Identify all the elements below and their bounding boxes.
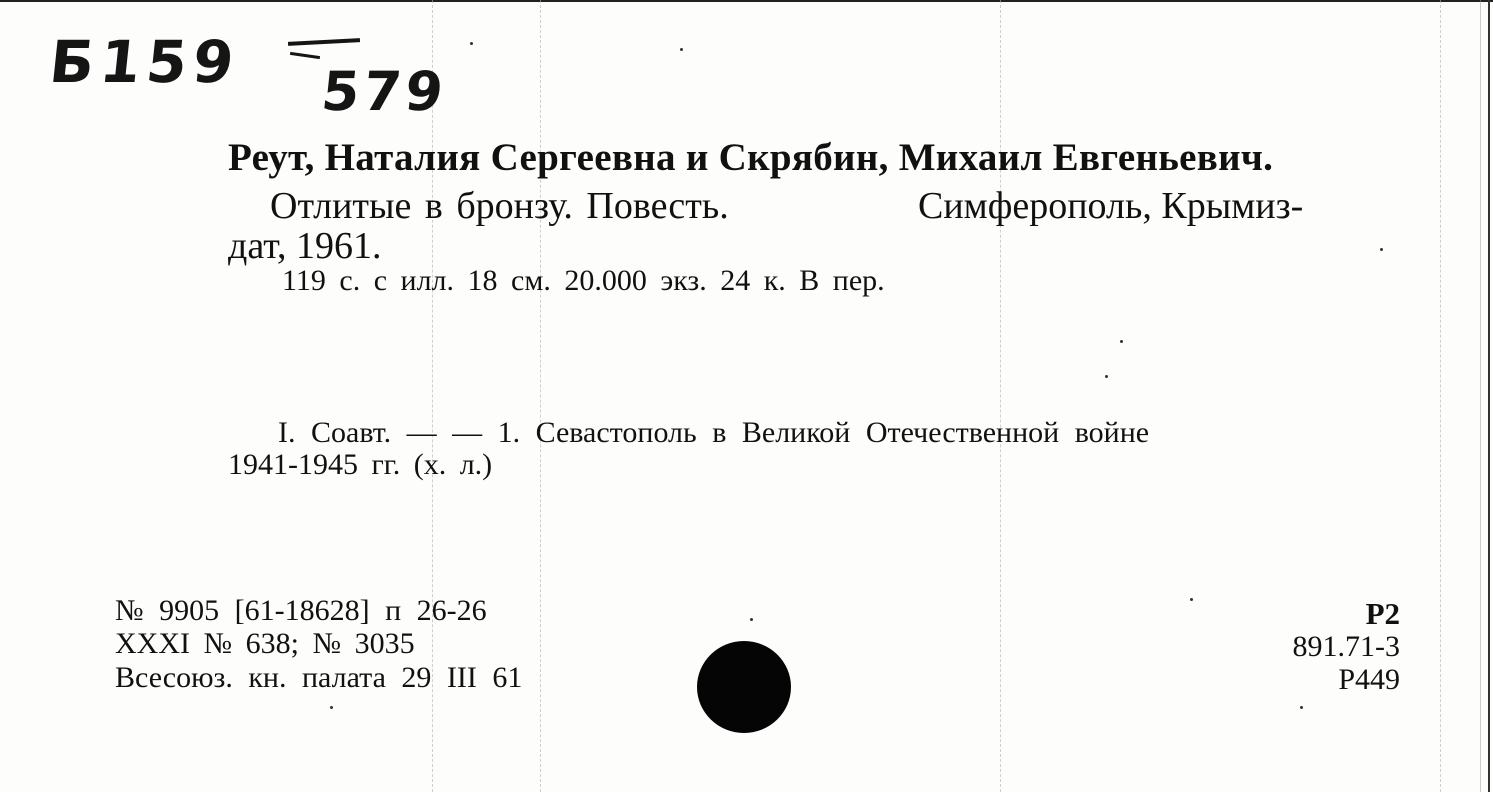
classification-index: Р2 [1365,596,1400,631]
dust-speck [1190,598,1193,601]
card-right-shadow [1480,0,1481,792]
dust-speck [1300,706,1303,709]
classification-code: 891.71-3 [1292,630,1400,663]
title-statement: Отлитые в бронзу. Повесть. [270,185,729,227]
card-right-edge [1488,0,1490,792]
scan-fold-line [1000,0,1002,792]
dust-speck [680,48,683,51]
scan-fold-line [1440,0,1442,792]
dust-speck [470,42,473,45]
scan-fold-line [540,0,542,792]
punch-hole [697,641,791,733]
physical-description: 119 с. с илл. 18 см. 20.000 экз. 24 к. В пер. [282,264,885,297]
handwritten-stroke [290,52,320,59]
dust-speck [750,618,753,621]
registration-chamber-date: Всесоюз. кн. палата 29 III 61 [115,661,523,694]
subject-tracing-continued: 1941-1945 гг. (х. л.) [228,448,493,481]
card-top-edge [0,0,1493,2]
dust-speck [1120,340,1123,343]
registration-number: № 9905 [61-18628] п 26-26 [115,594,487,627]
handwritten-shelf-code: Б159 [46,28,243,96]
subject-tracing: I. Соавт. — — 1. Севастополь в Великой Отечественной войне [278,416,1150,449]
publisher-date: дат, 1961. [228,225,382,267]
author-mark: Р449 [1338,663,1400,696]
handwritten-overline [288,38,360,46]
handwritten-number: 579 [318,60,451,123]
dust-speck [330,706,333,709]
author-heading: Реут, Наталия Сергеевна и Скрябин, Михаил Евгеньевич. [228,136,1274,179]
dust-speck [1380,248,1383,251]
registration-series: XXXI № 638; № 3035 [115,627,415,660]
publication-place: Симферополь, Крымиз- [918,185,1304,227]
dust-speck [1105,375,1108,378]
